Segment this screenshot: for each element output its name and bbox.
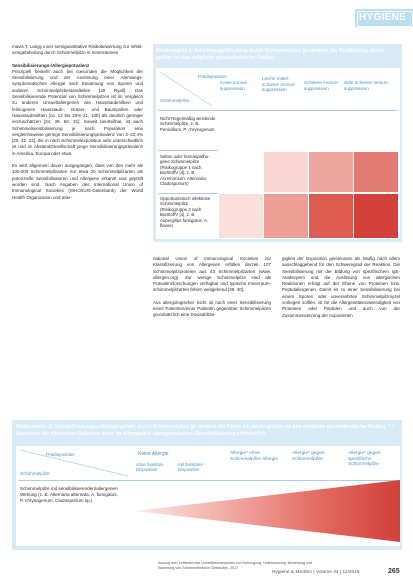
risk-matrix-2-title: Risikomatrix 2: Sensibilisierungs-/Allergiegefahr durch Schimmelpilze (je dunkler die Farbe ist, desto größer ist das mögliche gesundheitliche Risiko). * = Nachweis der klinischen Relevanz einer im Allergietest nachgewiesenen Sensibilisierung erforderlich (16, 424, 395, 437)
left-paragraph-2: Prinzipiell besteht auch bei Gesunden die Möglichkeit der Sensibilisierung und der Auslösung einer Atemwegssymptomatischen Allergie nach Einatmung von Sporen und anderen Schimmelpilzbestandteilen [28 Ryall]. Das Sensibilisierende Potenzial von Schimmelpilzen ist im Vergleich zu anderen Umweltallergenen wie Hausstaubmilben und felinogenen Hausstaub-, Gräser- und Baumpollen oder Hausstaubmilben [ca. 13 bis 20% 21, 10b] als deutlich geringer einzuschätzen [34, 39, 60, 31]. Soweit beurteilbar, ist auch Schimmelsensibilisierung je nach Population eine vergleichsweise geringe Sensibilisierungsprävalenz von 3–22,4% [20, 22, 23], die in nach Schimmelexposition sehr unterschiedlich ist und im AbstandGesellschaft junge Sensibilisierungsprävalenz in Amerika, Europa oder etwa. (12, 68, 143, 156)
middle-paragraph-2: Aus allergologischer Sicht ist nach einer Sensibilisierung eines Patienten/einer Patientin gegenüber Schimmelpilzen grundsätzlich eine Dosisabhän- (153, 299, 271, 318)
middle-paragraph-1: national Union of Immunological Societies zur Klassifizierung von Allergenen erfüllen derzeit 107 Schimmelpilzproteine aus 43 Schimmelpilzarten (www. allergen.org). Zur wenige Schimmelpilze sind als Prävalenzforschungen verfügbar und typische Innenraumschimmelpilzarten fehlen weitgehend [39, 40]. (153, 256, 271, 293)
section-label: HYGIENE (359, 11, 411, 25)
matrix1-cell (354, 194, 398, 238)
matrix2-col-keine: Keine Allergie (138, 451, 169, 457)
left-column (12, 44, 143, 207)
matrix1-col-1: Keine Immunsuppression (220, 80, 249, 91)
matrix1-separator (158, 110, 398, 111)
matrix2-corner-diagonal (18, 448, 130, 478)
matrix1-corner-top: Prädisposition (198, 74, 227, 79)
journal-reference: Hygiene & Medizin | Volume 44 | 11/2019 (272, 570, 360, 575)
left-paragraph-3: Es wird allgemein davon ausgegangen, dass von den mehr als 100.000 Schimmelpilzarten nur etwa 20 Schimmelpilzarten als potenzielle Sensibilisatoren und Allergene erkannt und geprüft worden sind. Nach Angaben des International Union of Immunological Societies (WHO/IUIS-Datenbank) der World Health Organization und Inter- (12, 163, 143, 200)
matrix2-corner-bottom: Schimmelpilze (20, 471, 50, 476)
risk-gradient-wedge (135, 478, 400, 549)
matrix1-col-2: Leicht/ mittelschwere Immunsuppression (262, 76, 296, 93)
matrix1-col-3: Schwere Immunsuppression (304, 80, 339, 91)
matrix1-separator (158, 193, 218, 194)
matrix1-row-1-label: Nicht Regelmäßig werdende Schimmelpilze, z. B. Penicillium, P. chrysogenum (160, 116, 216, 132)
matrix1-cell (219, 194, 263, 238)
middle-column (153, 256, 271, 325)
matrix2-col-3: Allergie* ohne Schimmelpilze Allergie (230, 451, 278, 462)
matrix1-separator (158, 150, 218, 151)
matrix1-col-4: Sehr schwere Immunsuppression (344, 80, 389, 91)
matrix2-col-4: Allergie* gegen Schimmelpilze (292, 451, 325, 462)
matrix2-col-5: Allergie* gegen spezifische Schimmelpilze (348, 451, 381, 468)
matrix2-sub-mit: mit familiärer Disposition (178, 462, 204, 473)
footnote: Auszug aus: Leitfaden des Umweltbundesamtes zur Vorbeugung, Untersuchung, Bewertung und Sanierung von Schimmelbefall in Gebäuden, 2017 (158, 561, 312, 570)
matrix1-cell (264, 194, 308, 238)
matrix1-cell (264, 152, 308, 192)
matrix2-row-label: Schimmelpilze mit sensibilisierenden/allergenen Wirkung (z. B. Alternaria alternata, A. fumigatus, P. chrysogenum, Cladosporium sp.) (20, 486, 118, 503)
matrix1-cell (309, 152, 353, 192)
page-number: 265 (388, 568, 400, 575)
matrix1-corner-bottom: Schimmelpilze (160, 98, 190, 103)
matrix1-row-2-label: Selten oder humanpathogene Schimmelpilze (Risikogruppe 1 nach BioStoffV [4], z. B. Acremonium, Alternaria, Cladosporium) (160, 154, 210, 187)
matrix1-cell (309, 194, 353, 238)
matrix2-sub-ohne: ohne familiäre Disposition (136, 462, 164, 473)
right-paragraph-1: gigkeit der Exposition gemeinsam als häufig nach allem ausschlaggebend für den Schweregrad der Reaktion. Die Sensibilisierung mit der Bildung von spezifischem IgE-Antikörpern und die Auslösung von allergischen Reaktionen erfolgt auf der Ebene von Proteinen bzw. Peptidallergenen. Damit es zu einer Sensibilisierung bei einem Sporen oder unversehrten Schimmelpilzmyzel vorliegen sollten, ist für die Allergenitätsnotwendigkeit von Proteinen oder Peptiden und auch von der Zusammensetzung der exponierten (282, 256, 400, 318)
matrix2-corner-top: Prädisposition (46, 452, 75, 457)
matrix1-cell (219, 152, 263, 192)
left-paragraph-1: mavis T, Langy inner semiguantitative Risikobewertung zur Infektionsgefahrdung durch Schimmelpilze in Innenräumen (12, 44, 143, 56)
left-subheading: Sensibilisierungs-/Allergieprävalenz (12, 62, 90, 68)
matrix1-row-3-label: Opportunistisch infektiöse Schimmelpilze (Risikogruppe 2 nach BioStoffV [4], z. B. Aspergillus fumigatus, A. flavus) (160, 196, 211, 229)
matrix1-corner-diagonal (158, 70, 214, 108)
risk-matrix-1-title: Risikomatrix 1: Infektionsgefährdung durch Schimmelpilze (je dunkler die Rotfärbung, desto größer ist das mögliche gesundheitliche Risiko) (156, 48, 384, 61)
matrix1-cell (354, 152, 398, 192)
right-column (282, 256, 400, 325)
